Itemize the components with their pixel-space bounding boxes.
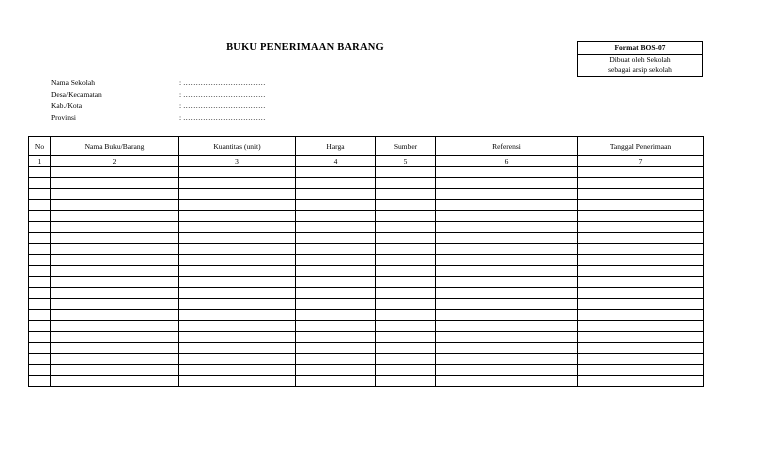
column-header: Referensi	[436, 137, 578, 156]
document-title: BUKU PENERIMAAN BARANG	[226, 42, 384, 53]
table-cell[interactable]	[179, 178, 296, 189]
table-cell[interactable]	[296, 332, 376, 343]
column-number: 7	[578, 156, 704, 167]
table-cell[interactable]	[51, 255, 179, 266]
table-cell[interactable]	[179, 189, 296, 200]
table-row	[29, 211, 704, 222]
table-cell[interactable]	[578, 255, 704, 266]
table-cell[interactable]	[29, 288, 51, 299]
table-cell[interactable]	[296, 299, 376, 310]
table-cell[interactable]	[179, 299, 296, 310]
receipt-table	[28, 136, 704, 387]
table-cell[interactable]	[376, 321, 436, 332]
table-cell[interactable]	[29, 376, 51, 387]
table-cell[interactable]	[578, 376, 704, 387]
table-cell[interactable]	[179, 376, 296, 387]
table-cell[interactable]	[179, 310, 296, 321]
table-cell[interactable]	[29, 211, 51, 222]
table-cell[interactable]	[29, 343, 51, 354]
table-cell[interactable]	[578, 189, 704, 200]
table-cell[interactable]	[376, 211, 436, 222]
table-cell[interactable]	[376, 332, 436, 343]
table-cell[interactable]	[376, 255, 436, 266]
column-number-row	[29, 156, 704, 167]
table-body	[29, 167, 704, 387]
table-row	[29, 321, 704, 332]
table-cell[interactable]	[179, 266, 296, 277]
table-row	[29, 310, 704, 321]
info-value: : ……………………………	[179, 101, 266, 110]
format-note-line2: sebagai arsip sekolah	[608, 65, 672, 74]
table-row	[29, 376, 704, 387]
table-cell[interactable]	[436, 244, 578, 255]
table-cell[interactable]	[296, 222, 376, 233]
table-cell[interactable]	[376, 222, 436, 233]
table-cell[interactable]	[578, 288, 704, 299]
table-cell[interactable]	[29, 233, 51, 244]
table-row	[29, 167, 704, 178]
table-cell[interactable]	[436, 222, 578, 233]
column-header: Nama Buku/Barang	[51, 137, 179, 156]
info-row-regency-city	[51, 100, 265, 112]
table-cell[interactable]	[436, 299, 578, 310]
info-value: : ……………………………	[179, 89, 266, 99]
table-cell[interactable]	[578, 332, 704, 343]
format-note-line1: Dibuat oleh Sekolah	[609, 55, 671, 64]
table-cell[interactable]	[51, 321, 179, 332]
table-row	[29, 266, 704, 277]
table-cell[interactable]	[29, 277, 51, 288]
table-cell[interactable]	[179, 167, 296, 178]
table-cell[interactable]	[51, 299, 179, 310]
table-row	[29, 332, 704, 343]
table-row	[29, 222, 704, 233]
table-cell[interactable]	[296, 321, 376, 332]
format-box	[577, 41, 703, 77]
table-cell[interactable]	[296, 244, 376, 255]
table-cell[interactable]	[578, 244, 704, 255]
table-cell[interactable]	[296, 288, 376, 299]
info-label: Kab./Kota	[51, 101, 83, 110]
table-row	[29, 299, 704, 310]
table-cell[interactable]	[436, 167, 578, 178]
table-cell[interactable]	[376, 233, 436, 244]
table-cell[interactable]	[51, 332, 179, 343]
table-row	[29, 288, 704, 299]
table-cell[interactable]	[29, 332, 51, 343]
column-number: 2	[51, 156, 179, 167]
table-cell[interactable]	[436, 321, 578, 332]
table-cell[interactable]	[578, 167, 704, 178]
table-cell[interactable]	[578, 343, 704, 354]
table-cell[interactable]	[376, 343, 436, 354]
table-cell[interactable]	[51, 376, 179, 387]
table-cell[interactable]	[296, 189, 376, 200]
info-row-province	[51, 112, 265, 124]
column-header: Harga	[296, 137, 376, 156]
column-number: 6	[436, 156, 578, 167]
table-header-row	[29, 137, 704, 156]
table-cell[interactable]	[296, 277, 376, 288]
table-cell[interactable]	[179, 211, 296, 222]
table-cell[interactable]	[376, 189, 436, 200]
column-number: 4	[296, 156, 376, 167]
table-cell[interactable]	[436, 233, 578, 244]
table-cell[interactable]	[179, 354, 296, 365]
info-label: Desa/Kecamatan	[51, 89, 102, 99]
table-row	[29, 178, 704, 189]
table-cell[interactable]	[436, 365, 578, 376]
table-cell[interactable]	[29, 200, 51, 211]
table-row	[29, 354, 704, 365]
info-value: : ……………………………	[179, 112, 266, 122]
table-cell[interactable]	[51, 266, 179, 277]
table-row	[29, 277, 704, 288]
table-cell[interactable]	[578, 266, 704, 277]
table-cell[interactable]	[29, 222, 51, 233]
table-cell[interactable]	[29, 167, 51, 178]
table-cell[interactable]	[51, 233, 179, 244]
table-cell[interactable]	[29, 299, 51, 310]
table-row	[29, 200, 704, 211]
table-cell[interactable]	[179, 255, 296, 266]
table-cell[interactable]	[296, 255, 376, 266]
table-cell[interactable]	[436, 310, 578, 321]
table-cell[interactable]	[376, 200, 436, 211]
info-row-village-district	[51, 89, 265, 101]
table-row	[29, 233, 704, 244]
table-cell[interactable]	[376, 288, 436, 299]
table-cell[interactable]	[436, 178, 578, 189]
table-cell[interactable]	[29, 365, 51, 376]
table-cell[interactable]	[29, 189, 51, 200]
table-cell[interactable]	[51, 365, 179, 376]
column-header: Kuantitas (unit)	[179, 137, 296, 156]
table-cell[interactable]	[436, 343, 578, 354]
table-cell[interactable]	[51, 200, 179, 211]
table-cell[interactable]	[29, 354, 51, 365]
table-cell[interactable]	[436, 255, 578, 266]
info-row-school-name	[51, 77, 265, 89]
table-cell[interactable]	[376, 244, 436, 255]
table-cell[interactable]	[51, 354, 179, 365]
table-cell[interactable]	[296, 365, 376, 376]
column-number: 1	[29, 156, 51, 167]
table-row	[29, 365, 704, 376]
table-cell[interactable]	[376, 167, 436, 178]
table-cell[interactable]	[578, 222, 704, 233]
table-cell[interactable]	[29, 310, 51, 321]
table-cell[interactable]	[179, 277, 296, 288]
column-header: Tanggal Penerimaan	[578, 137, 704, 156]
table-cell[interactable]	[179, 321, 296, 332]
table-cell[interactable]	[51, 288, 179, 299]
table-cell[interactable]	[179, 222, 296, 233]
table-cell[interactable]	[296, 211, 376, 222]
column-number: 3	[179, 156, 296, 167]
table-row	[29, 189, 704, 200]
table-cell[interactable]	[436, 189, 578, 200]
table-cell[interactable]	[51, 178, 179, 189]
table-cell[interactable]	[376, 376, 436, 387]
table-row	[29, 343, 704, 354]
table-cell[interactable]	[296, 376, 376, 387]
table-cell[interactable]	[51, 277, 179, 288]
column-number: 5	[376, 156, 436, 167]
table-cell[interactable]	[51, 244, 179, 255]
table-cell[interactable]	[179, 200, 296, 211]
table-cell[interactable]	[51, 211, 179, 222]
table-cell[interactable]	[436, 266, 578, 277]
table-cell[interactable]	[578, 321, 704, 332]
table-cell[interactable]	[376, 178, 436, 189]
table-cell[interactable]	[376, 299, 436, 310]
table-cell[interactable]	[29, 178, 51, 189]
table-cell[interactable]	[578, 277, 704, 288]
table-cell[interactable]	[179, 288, 296, 299]
table-cell[interactable]	[29, 321, 51, 332]
table-cell[interactable]	[578, 211, 704, 222]
info-label: Nama Sekolah	[51, 78, 95, 87]
table-cell[interactable]	[51, 167, 179, 178]
table-cell[interactable]	[578, 365, 704, 376]
school-info	[51, 77, 265, 123]
table-cell[interactable]	[376, 354, 436, 365]
table-cell[interactable]	[296, 266, 376, 277]
table-cell[interactable]	[179, 365, 296, 376]
table-cell[interactable]	[436, 288, 578, 299]
table-cell[interactable]	[51, 189, 179, 200]
table-cell[interactable]	[51, 222, 179, 233]
table-cell[interactable]	[436, 211, 578, 222]
table-cell[interactable]	[296, 310, 376, 321]
table-cell[interactable]	[296, 233, 376, 244]
table-cell[interactable]	[376, 365, 436, 376]
table-cell[interactable]	[578, 233, 704, 244]
table-cell[interactable]	[436, 277, 578, 288]
format-code: Format BOS-07	[578, 42, 702, 55]
info-value: : ……………………………	[179, 78, 266, 87]
table-cell[interactable]	[29, 244, 51, 255]
column-header: Sumber	[376, 137, 436, 156]
table-cell[interactable]	[376, 266, 436, 277]
table-cell[interactable]	[179, 332, 296, 343]
table-cell[interactable]	[296, 167, 376, 178]
column-header: No	[29, 137, 51, 156]
table-cell[interactable]	[179, 233, 296, 244]
table-cell[interactable]	[296, 178, 376, 189]
table-cell[interactable]	[436, 354, 578, 365]
table-cell[interactable]	[436, 376, 578, 387]
table-cell[interactable]	[578, 178, 704, 189]
table-cell[interactable]	[578, 299, 704, 310]
table-cell[interactable]	[29, 255, 51, 266]
table-cell[interactable]	[296, 200, 376, 211]
table-cell[interactable]	[51, 343, 179, 354]
table-cell[interactable]	[296, 354, 376, 365]
table-cell[interactable]	[29, 266, 51, 277]
table-cell[interactable]	[296, 343, 376, 354]
table-cell[interactable]	[179, 343, 296, 354]
info-label: Provinsi	[51, 112, 77, 122]
table-row	[29, 255, 704, 266]
table-row	[29, 244, 704, 255]
table-cell[interactable]	[578, 354, 704, 365]
table-cell[interactable]	[436, 200, 578, 211]
table-cell[interactable]	[179, 244, 296, 255]
table-cell[interactable]	[578, 200, 704, 211]
table-cell[interactable]	[578, 310, 704, 321]
table-cell[interactable]	[376, 310, 436, 321]
table-cell[interactable]	[436, 332, 578, 343]
table-cell[interactable]	[376, 277, 436, 288]
table-cell[interactable]	[51, 310, 179, 321]
